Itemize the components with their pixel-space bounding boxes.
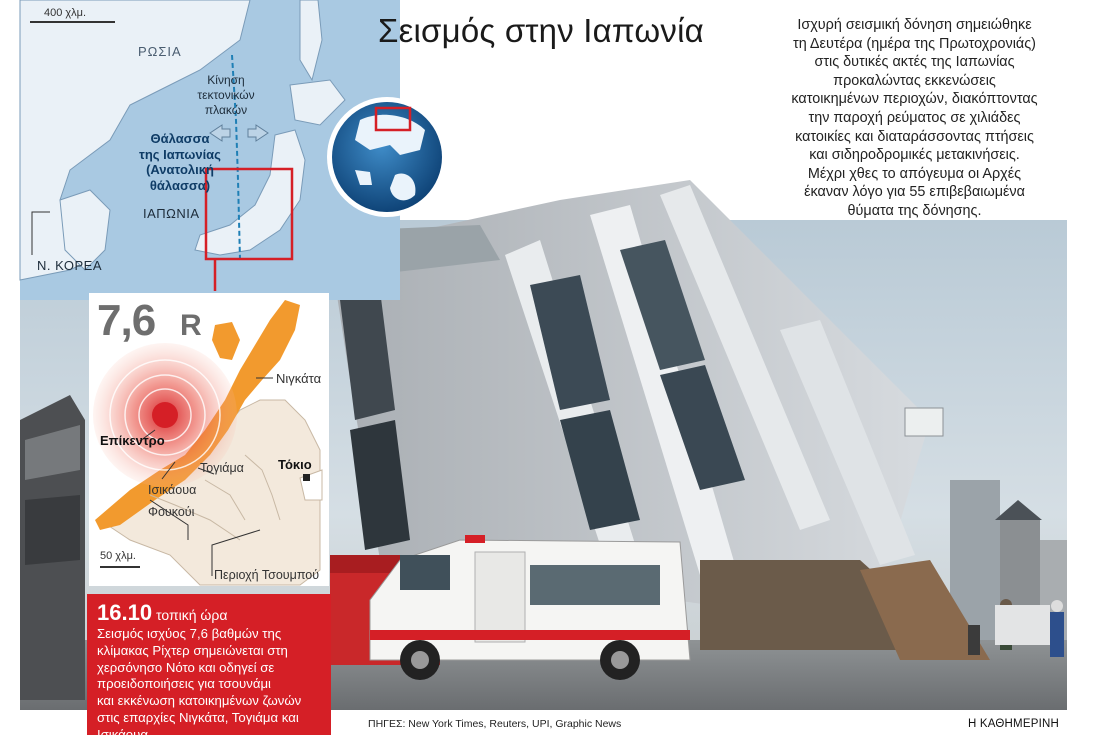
japan-label: ΙΑΠΩΝΙΑ [143, 206, 200, 221]
intro-line: Ισχυρή σεισμική δόνηση σημειώθηκε [797, 17, 1032, 33]
fukui-label: Φουκούι [148, 505, 195, 519]
caption-line: Σεισμός ισχύος 7,6 βαθμών της [97, 626, 282, 641]
caption-time-label: τοπική ώρα [156, 607, 228, 623]
caption-time: 16.10 [97, 600, 153, 625]
caption-text [97, 626, 323, 744]
caption-line: προειδοποιήσεις για τσουνάμι [97, 676, 271, 692]
region-scale-label: 400 χλμ. [44, 7, 87, 19]
tsuyama-label: Περιοχή Τσουμπού [214, 568, 320, 582]
tokyo-label: Τόκιο [278, 457, 312, 472]
sources-credit: ΠΗΓΕΣ: New York Times, Reuters, UPI, Graphic News [368, 718, 622, 730]
caption-box [87, 594, 331, 742]
intro-line: έκαναν λόγο για 55 επιβεβαιωμένα [804, 184, 1025, 201]
intro-line: θύματα της δόνησης. [847, 202, 982, 219]
toyama-label: Τογιάμα [200, 461, 244, 475]
caption-line: και εκκένωση κατοικημένων ζωνών [97, 693, 302, 709]
white-car [995, 605, 1050, 645]
page-title: Σεισμός στην Ιαπωνία [378, 12, 704, 49]
epicenter-label: Επίκεντρο [100, 433, 165, 448]
intro-line: και σιδηροδρομικές μετακινήσεις. [809, 147, 1020, 164]
ambulance [370, 535, 690, 680]
intro-line: κατοικημένων περιοχών, διακόπτοντας [791, 91, 1038, 108]
plates-label-line: Κίνηση [207, 73, 245, 87]
intro-line: την παροχή ρεύματος σε χιλιάδες [808, 109, 1021, 126]
intro-line: τη Δευτέρα (ημέρα της Πρωτοχρονιάς) [793, 35, 1036, 52]
caption-line: κλίμακας Ρίχτερ σημειώνεται στη [97, 642, 288, 658]
sea-label [118, 131, 242, 193]
niigata-label: Νιγκάτα [276, 371, 322, 386]
north-korea-label: Ν. ΚΟΡΕΑ [37, 258, 103, 273]
intro-paragraph [742, 16, 1087, 221]
intro-line: Μέχρι χθες το απόγευμα οι Αρχές [807, 165, 1022, 182]
intro-line: προκαλώντας εκκενώσεις [833, 72, 996, 89]
globe-locator [327, 97, 447, 217]
caption-line: στις επαρχίες Νιγκάτα, Τογιάμα και [97, 709, 299, 725]
left-collapsed-building [20, 395, 85, 700]
plates-label-line: πλακών [204, 103, 248, 117]
plates-label-line: τεκτονικών [197, 88, 255, 102]
intro-line: στις δυτικές ακτές της Ιαπωνίας [814, 54, 1015, 71]
caption-line: Ισικάουα. [97, 726, 152, 742]
plates-label [183, 73, 269, 118]
inset-scale-label: 50 χλμ. [100, 550, 136, 562]
russia-label: ΡΩΣΙΑ [138, 44, 182, 59]
ishikawa-label: Ισικάουα [148, 483, 197, 497]
magnitude-unit: R [180, 309, 202, 342]
sea-label-line: Θάλασσα [150, 131, 210, 146]
caption-time-row [97, 600, 323, 626]
intro-line: κατοικίες και διαταράσσοντας πτήσεις [795, 128, 1034, 145]
sea-label-line: θάλασσα) [149, 177, 211, 193]
sea-label-line: (Ανατολική [146, 162, 214, 177]
publisher-brand: Η ΚΑΘΗΜΕΡΙΝΗ [968, 718, 1059, 730]
sea-label-line: της Ιαπωνίας [139, 146, 221, 162]
tokyo-marker [303, 474, 310, 481]
magnitude-value: 7,6 [97, 296, 156, 345]
caption-line: χερσόνησο Νότο και οδηγεί σε [97, 659, 275, 675]
